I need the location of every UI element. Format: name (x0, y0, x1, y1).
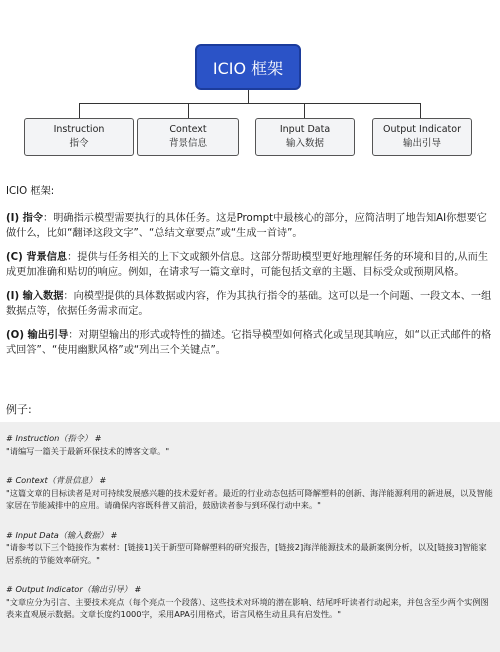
node-input-data-en: Input Data (279, 124, 331, 135)
item-context-text: 提供与任务相关的上下文或额外信息。这部分帮助模型更好地理解任务的环境和目的,从而生成更加准确和贴切的响应。例如，在请求写一篇文章时，可能包括文章的主题、目标受众或预期风格。 (6, 252, 489, 278)
code-comment-input-data: # Input Data（输入数据） # (6, 529, 118, 540)
code-block-instruction (6, 432, 494, 457)
code-comment-output-indicator: # Output Indicator（输出引导） # (6, 584, 142, 594)
code-value-instruction: "请编写一篇关于最新环保技术的博客文章。" (6, 445, 170, 456)
code-block-output-indicator (6, 583, 494, 621)
connector-trunk (248, 90, 249, 103)
framework-heading: ICIO 框架: (6, 186, 55, 197)
node-input-data-zh: 输入数据 (285, 138, 324, 149)
node-context (137, 118, 239, 156)
node-input-data (255, 118, 355, 156)
item-output-indicator (6, 328, 494, 358)
node-instruction-en: Instruction (53, 124, 105, 135)
node-context-zh: 背景信息 (168, 138, 207, 149)
node-output-indicator-zh: 输出引导 (402, 138, 441, 149)
item-output-indicator-sep: ： (68, 330, 79, 341)
code-value-output-indicator: "文章应分为引言、主要技术亮点（每个亮点一个段落）、这些技术对环境的潜在影响、结尾呼吁读者行动起来，并包含至少两个实例图表来直观展示数据。文章长度约1000字，采用APA引用格式，语言风格生动且具有启发性。" (6, 596, 489, 619)
node-output-indicator-en: Output Indicator (383, 124, 461, 135)
icio-diagram (0, 0, 500, 170)
connector-instruction (79, 103, 80, 118)
example-label: 例子: (6, 403, 32, 416)
item-input-data-term: (I) 输入数据 (6, 291, 64, 302)
item-output-indicator-text: 对期望输出的形式或特性的描述。它指导模型如何格式化或呈现其响应，如“以正式邮件的格式回答”、“使用幽默风格”或“列出三个关键点”。 (6, 330, 492, 356)
code-value-input-data: "请参考以下三个链接作为素材：[链接1]关于新型可降解塑料的研究报告，[链接2]海洋能源技术的最新案例分析，以及[链接3]智能家居系统的节能效率研究。" (6, 542, 487, 565)
code-value-context: "这篇文章的目标读者是对可持续发展感兴趣的技术爱好者。最近的行业动态包括可降解塑料的创新、海洋能源利用的新进展，以及智能家居在节能减排中的应用。请确保内容既科普又前沿，鼓励读者参与到环保行动中来。" (6, 487, 493, 510)
item-instruction-term: (I) 指令 (6, 213, 44, 224)
item-instruction-text: 明确指示模型需要执行的具体任务。这是Prompt中最核心的部分，应简洁明了地告知AI你想要它做什么，比如“翻译这段文字”、“总结文章要点”或“生成一首诗”。 (6, 213, 487, 239)
node-instruction (24, 118, 134, 156)
item-context-term: (C) 背景信息 (6, 252, 68, 263)
framework-description (6, 184, 494, 367)
code-block-input-data (6, 529, 494, 567)
example-code-block (0, 422, 500, 652)
code-block-context (6, 474, 494, 512)
node-context-en: Context (169, 124, 207, 135)
node-output-indicator (372, 118, 472, 156)
connector-context (188, 103, 189, 118)
connector-input-data (304, 103, 305, 118)
code-comment-context: # Context（背景信息） # (6, 475, 107, 485)
connector-output-indicator (420, 103, 421, 118)
node-instruction-zh: 指令 (69, 138, 89, 149)
item-input-data-sep: ： (63, 291, 74, 302)
item-context (6, 250, 494, 280)
connector-bar (79, 103, 420, 104)
code-comment-instruction: # Instruction（指令） # (6, 433, 102, 443)
item-input-data-text: 向模型提供的具体数据或内容，作为其执行指令的基础。这可以是一个问题、一段文本、一组数据点等，依据任务需求而定。 (6, 291, 492, 317)
item-output-indicator-term: (O) 输出引导 (6, 330, 69, 341)
root-node-icio: ICIO 框架 (195, 44, 301, 90)
item-context-sep: ： (67, 252, 78, 263)
item-input-data (6, 289, 494, 319)
item-instruction (6, 211, 494, 241)
item-instruction-sep: ： (43, 213, 54, 224)
